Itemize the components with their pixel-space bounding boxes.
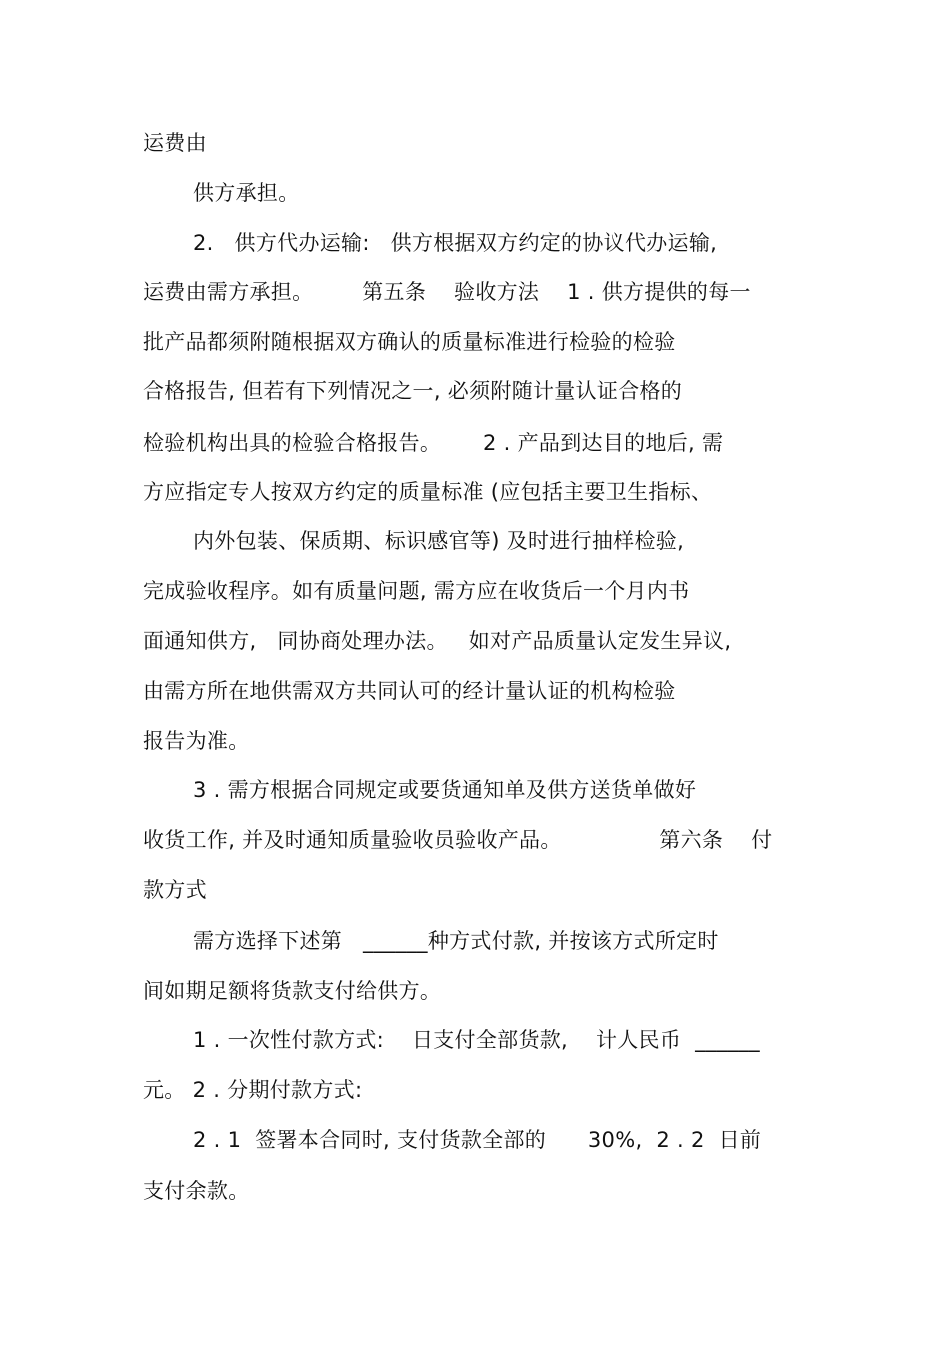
text-line: 支付余款。 [143, 1179, 250, 1203]
text-line: 供方承担。 [193, 181, 300, 205]
text-line: 内外包装、保质期、标识感官等) 及时进行抽样检验, [193, 529, 685, 553]
text-line: 报告为准。 [143, 729, 250, 753]
text-line: 方应指定专人按双方约定的质量标准 (应包括主要卫生指标、 [143, 480, 713, 504]
text-line: 面通知供方, 同协商处理办法。 如对产品质量认定发生异议, [143, 629, 732, 653]
text-line: 检验机构出具的检验合格报告。 2 . 产品到达目的地后, 需 [143, 431, 724, 455]
text-line: 批产品都须附随根据双方确认的质量标准进行检验的检验 [143, 330, 676, 354]
text-line: 合格报告, 但若有下列情况之一, 必须附随计量认证合格的 [143, 379, 683, 403]
text-line: 元。 2 . 分期付款方式: [143, 1078, 363, 1102]
text-line: 运费由需方承担。 第五条 验收方法 1 . 供方提供的每一 [143, 280, 751, 304]
text-line: 2 . 1 签署本合同时, 支付货款全部的 30%, 2 . 2 日前 [193, 1128, 762, 1152]
text-line: 收货工作, 并及时通知质量验收员验收产品。 第六条 付 [143, 828, 773, 852]
text-line: 1 . 一次性付款方式: 日支付全部货款, 计人民币 ______ [193, 1028, 760, 1052]
text-line: 运费由 [143, 131, 207, 155]
text-line: 需方选择下述第 ______种方式付款, 并按该方式所定时 [193, 929, 719, 953]
text-line: 间如期足额将货款支付给供方。 [143, 979, 442, 1003]
text-line: 由需方所在地供需双方共同认可的经计量认证的机构检验 [143, 679, 676, 703]
text-line: 2. 供方代办运输: 供方根据双方约定的协议代办运输, [193, 231, 718, 255]
text-line: 完成验收程序。如有质量问题, 需方应在收货后一个月内书 [143, 579, 690, 603]
text-line: 3 . 需方根据合同规定或要货通知单及供方送货单做好 [193, 778, 697, 802]
text-line: 款方式 [143, 878, 207, 902]
